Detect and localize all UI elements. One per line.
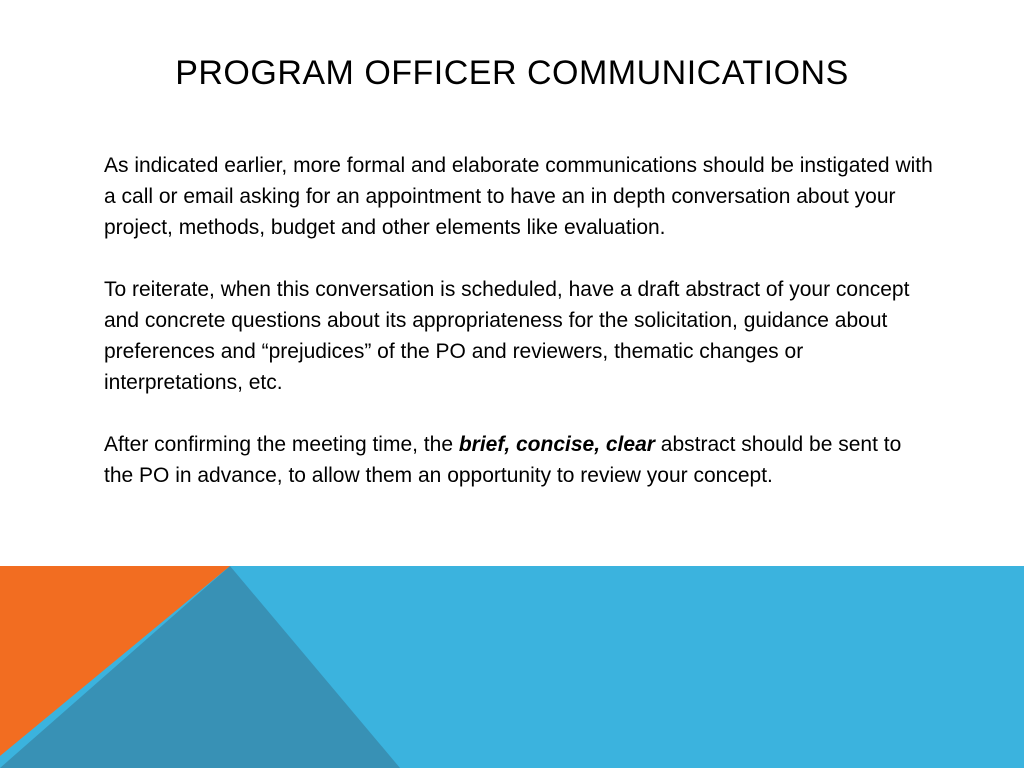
paragraph-3-tail: abstract should be sent to the PO in advance, to allow them an opportunity to review your concept.: [104, 433, 902, 487]
slide-body: [104, 150, 934, 522]
paragraph-2: To reiterate, when this conversation is scheduled, have a draft abstract of your concept and concrete questions about its appropriateness for the solicitation, guidance about preferences and “prejudices” of the PO and reviewers, thematic changes or interpretations, etc.: [104, 278, 910, 394]
paragraph-1: As indicated earlier, more formal and elaborate communications should be instigated with a call or email asking for an appointment to have an in depth conversation about your project, methods, budget and other elements like evaluation.: [104, 154, 933, 239]
paragraph-3: [104, 429, 934, 491]
decorative-band: [0, 566, 1024, 768]
paragraph-3-emphasis: brief, concise, clear: [458, 433, 655, 456]
paragraph-3-lead: After confirming the meeting time, the: [104, 433, 459, 456]
slide-title: PROGRAM OFFICER COMMUNICATIONS: [175, 54, 849, 92]
